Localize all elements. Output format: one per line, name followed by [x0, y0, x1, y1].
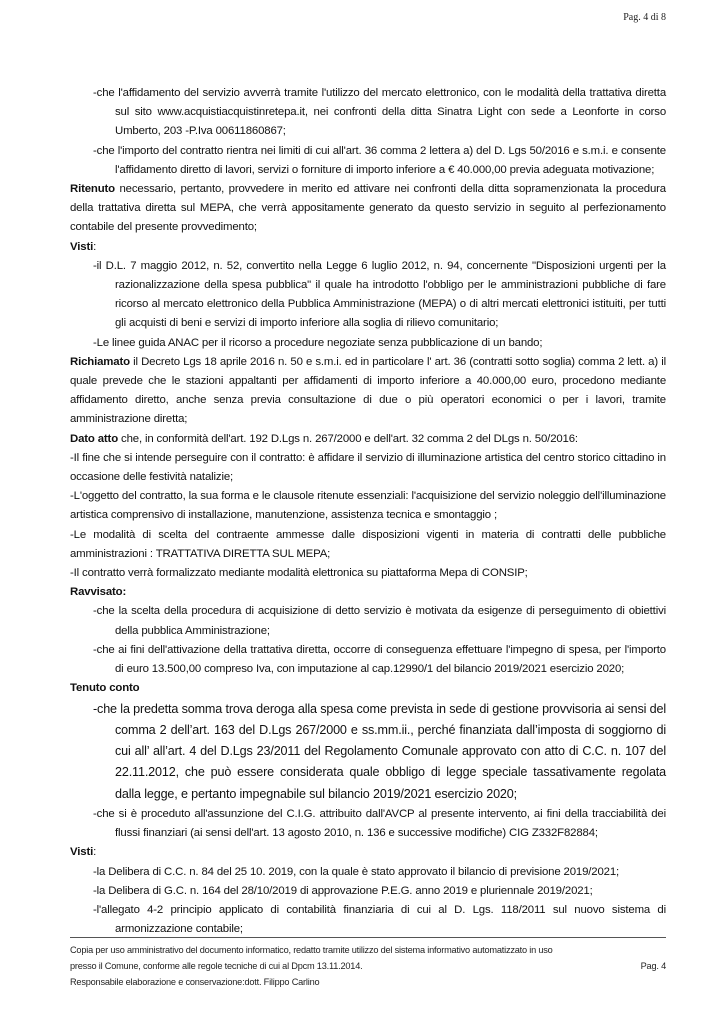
- visti-heading-2: [70, 843, 666, 862]
- ritenuto-text: necessario, pertanto, provvedere in merito ed attivare nei confronti della ditta sopramenzionata la procedura della trattativa diretta sul MEPA, che verrà appositamente generato da questo servizio in seguito al perfezionamento contabile del presente provvedimento;: [70, 183, 666, 234]
- ritenuto-label: Ritenuto: [70, 183, 115, 196]
- visti-item: -Le linee guida ANAC per il ricorso a procedure negoziate senza pubblicazione di un bando;: [93, 336, 543, 349]
- richiamato-paragraph: [70, 353, 666, 430]
- visti-item: -la Delibera di C.C. n. 84 del 25 10. 2019, con la quale è stato approvato il bilancio di previsione 2019/2021;: [93, 865, 620, 878]
- visti-suffix-2: :: [93, 846, 97, 859]
- visti-heading: [70, 238, 666, 257]
- visti-item: -la Delibera di G.C. n. 164 del 28/10/2019 di approvazione P.E.G. anno 2019 e pluriennale 2019/2021;: [93, 884, 593, 897]
- dato-atto-label: Dato atto: [70, 432, 119, 445]
- visti-item: -il D.L. 7 maggio 2012, n. 52, convertito nella Legge 6 luglio 2012, n. 94, concernente "Disposizioni urgenti per la razionalizzazione della spesa pubblica" il quale ha introdotto l'obbligo per le amministrazioni pubbliche di fare ricorso al mercato elettronico della Pubblica Amministrazione (MEPA) o di altri mercati elettronici istituiti, per tutti gli acquisti di beni e servizi di importo inferiore alla soglia di rilievo comunitario;: [93, 259, 666, 330]
- dato-atto-item: -L'oggetto del contratto, la sua forma e le clausole ritenute essenziali: l'acquisizione del servizio noleggio dell'illuminazione artistica comprensivo di installazione, manutenzione, assistenza tecnica e smontaggio ;: [70, 490, 666, 522]
- visti-item: -l'allegato 4-2 principio applicato di contabilità finanziaria di cui al D. Lgs. 118/2011 sul nuovo sistema di armonizzazione contabile;: [93, 904, 666, 936]
- ritenuto-paragraph: [70, 180, 666, 238]
- footer-line-2: presso il Comune, conforme alle regole tecniche di cui al Dpcm 13.11.2014.: [70, 961, 363, 971]
- ravvisato-heading: Ravvisato:: [70, 586, 127, 599]
- dato-atto-paragraph: [70, 430, 666, 449]
- dato-atto-item: -Il contratto verrà formalizzato mediante modalità elettronica su piattaforma Mepa di CONSIP;: [70, 567, 528, 580]
- visti-label-2: Visti: [70, 846, 94, 859]
- visti-label: Visti: [70, 240, 94, 253]
- richiamato-text: il Decreto Lgs 18 aprile 2016 n. 50 e s.m.i. ed in particolare l' art. 36 (contratti sotto soglia) comma 2 lett. a) il quale prevede che le stazioni appaltanti per affidamenti di importo inferiore a 40.000,00 euro, procedono mediante affidamento diretto, anche senza previa consultazione di due o più operatori economici o per i lavori, tramite amministrazione diretta;: [70, 355, 666, 426]
- intro-bullet: -che l'importo del contratto rientra nei limiti di cui all'art. 36 comma 2 lettera a) del D. Lgs 50/2016 e s.m.i. e consente l'affidamento diretto di lavori, servizi o forniture di importo inferiore a € 40.000,00 previa adeguata motivazione;: [93, 144, 666, 176]
- tenuto-conto-item: -che la predetta somma trova deroga alla spesa come prevista in sede di gestione provvisoria ai sensi del comma 2 dell’art. 163 del D.Lgs 267/2000 e ss.mm.ii., perché finanziata dall’imposta di soggiorno di cui all’ all’art. 4 del D.Lgs 23/2011 del Regolamento Comunale approvato con atto di C.C. n. 107 del 22.11.2012, che può essere considerata quale obbligo di legge speciale tassativamente regolata dalla legge, e pertanto impegnabile sul bilancio 2019/2021 esercizio 2020;: [93, 701, 666, 801]
- dato-atto-item: -Il fine che si intende perseguire con il contratto: è affidare il servizio di illuminazione artistica del centro storico cittadino in occasione delle festività natalizie;: [70, 451, 666, 484]
- visti-suffix: :: [93, 240, 97, 253]
- footer-line-1: Copia per uso amministrativo del documento informatico, redatto tramite utilizzo del sistema informativo automatizzato in uso: [70, 945, 553, 955]
- ravvisato-item: -che ai fini dell'attivazione della trattativa diretta, occorre di conseguenza effettuare l'impegno di spesa, per l'importo di euro 13.500,00 compreso Iva, con imputazione al cap.12990/1 del bilancio 2019/2021 esercizio 2020;: [93, 643, 666, 676]
- footer-divider: [70, 937, 666, 938]
- richiamato-label: Richiamato: [70, 355, 130, 368]
- footer-line-3: Responsabile elaborazione e conservazione:dott. Filippo Carlino: [70, 977, 320, 987]
- page-indicator: Pag. 4 di 8: [623, 12, 666, 23]
- document-body: [70, 84, 666, 939]
- dato-atto-item: -Le modalità di scelta del contraente ammesse dalle disposizioni vigenti in materia di contratti delle pubbliche amministrazioni : TRATTATIVA DIRETTA SUL MEPA;: [70, 528, 666, 560]
- footer-page-number: Pag. 4: [640, 961, 666, 971]
- tenuto-conto-item: -che si è proceduto all'assunzione del C.I.G. attribuito dall'AVCP al presente intervento, ai fini della tracciabilità dei flussi finanziari (ai sensi dell'art. 13 agosto 2010, n. 136 e successive modifiche) CIG Z332F82884;: [93, 807, 666, 840]
- dato-atto-text: che, in conformità dell'art. 192 D.Lgs n. 267/2000 e dell'art. 32 comma 2 del DLgs n. 50/2016:: [118, 432, 578, 445]
- footer: [70, 942, 666, 990]
- tenuto-conto-heading: Tenuto conto: [70, 682, 140, 695]
- intro-bullet: -che l'affidamento del servizio avverrà tramite l'utilizzo del mercato elettronico, con le modalità della trattativa diretta sul sito www.acquistiacquistinretepa.it, nei confronti della ditta Sinatra Light con sede a Leonforte in corso Umberto, 203 -P.Iva 00611860867;: [93, 87, 666, 138]
- ravvisato-item: -che la scelta della procedura di acquisizione di detto servizio è motivata da esigenze di perseguimento di obiettivi della pubblica Amministrazione;: [93, 605, 666, 637]
